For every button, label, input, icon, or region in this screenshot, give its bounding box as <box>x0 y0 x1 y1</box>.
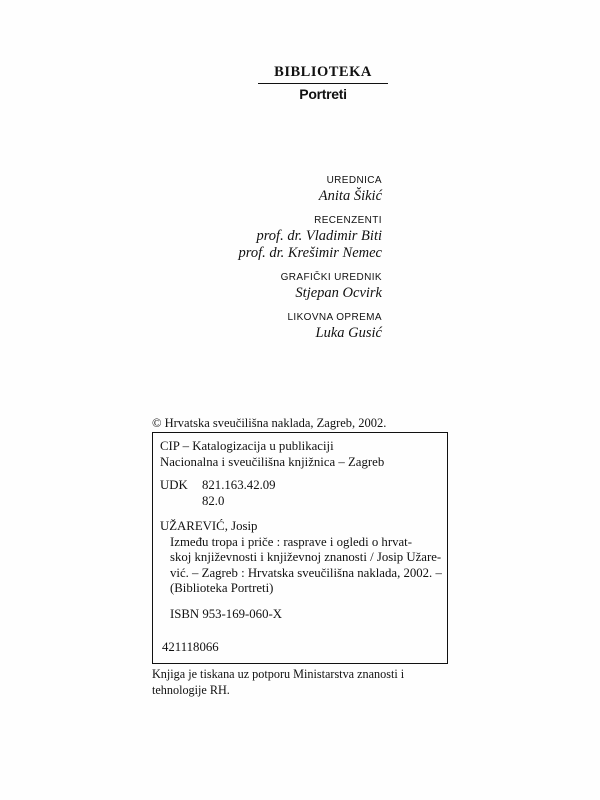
series-subtitle: Portreti <box>299 86 347 102</box>
cip-header: CIP – Katalogizacija u publikaciji <box>160 439 334 453</box>
cip-entry-line: Između tropa i priče : rasprave i ogledi o hrvat- <box>170 534 412 549</box>
credit-reviewers <box>238 214 382 262</box>
credits-block <box>238 174 382 351</box>
cip-header: Nacionalna i sveučilišna knjižnica – Zagreb <box>160 454 385 469</box>
funding-note-line: tehnologije RH. <box>152 683 230 697</box>
credit-name: Luka Gusić <box>315 325 382 341</box>
cip-record-box <box>152 432 448 664</box>
udk-values <box>202 478 276 509</box>
series-name: BIBLIOTEKA <box>258 64 388 84</box>
udk-value: 821.163.42.09 <box>202 478 276 492</box>
credit-name: prof. dr. Krešimir Nemec <box>238 245 382 261</box>
cip-entry-line: skoj književnosti i književnoj znanosti / Josip Užare- <box>170 550 442 564</box>
udk-value: 82.0 <box>202 493 225 508</box>
cip-entry-line: (Biblioteka Portreti) <box>170 581 274 595</box>
credit-name: Anita Šikić <box>318 188 382 204</box>
funding-note-line: Knjiga je tiskana uz potporu Ministarstva znanosti i <box>152 667 405 681</box>
cip-entry <box>160 535 447 597</box>
cip-entry-line: vić. – Zagreb : Hrvatska sveučilišna naklada, 2002. – <box>170 565 442 580</box>
credit-name: prof. dr. Vladimir Biti <box>256 228 382 244</box>
credit-editor <box>238 174 382 205</box>
udk-label: UDK <box>160 478 188 492</box>
series-header <box>258 64 388 102</box>
credit-art-design <box>238 311 382 342</box>
credit-graphic-editor <box>238 271 382 302</box>
credit-role: LIKOVNA OPREMA <box>287 312 382 323</box>
cip-author: UŽAREVIĆ, Josip <box>160 519 258 533</box>
isbn: ISBN 953-169-060-X <box>170 606 282 621</box>
udk-row <box>160 478 447 509</box>
credit-name: Stjepan Ocvirk <box>295 285 382 301</box>
cip-record-id: 421118066 <box>162 640 219 654</box>
credit-role: RECENZENTI <box>314 215 382 226</box>
credit-role: UREDNICA <box>326 175 382 186</box>
funding-note <box>152 666 462 698</box>
copyright-line: © Hrvatska sveučilišna naklada, Zagreb, 2002. <box>152 416 387 430</box>
credit-role: GRAFIČKI UREDNIK <box>280 272 382 283</box>
